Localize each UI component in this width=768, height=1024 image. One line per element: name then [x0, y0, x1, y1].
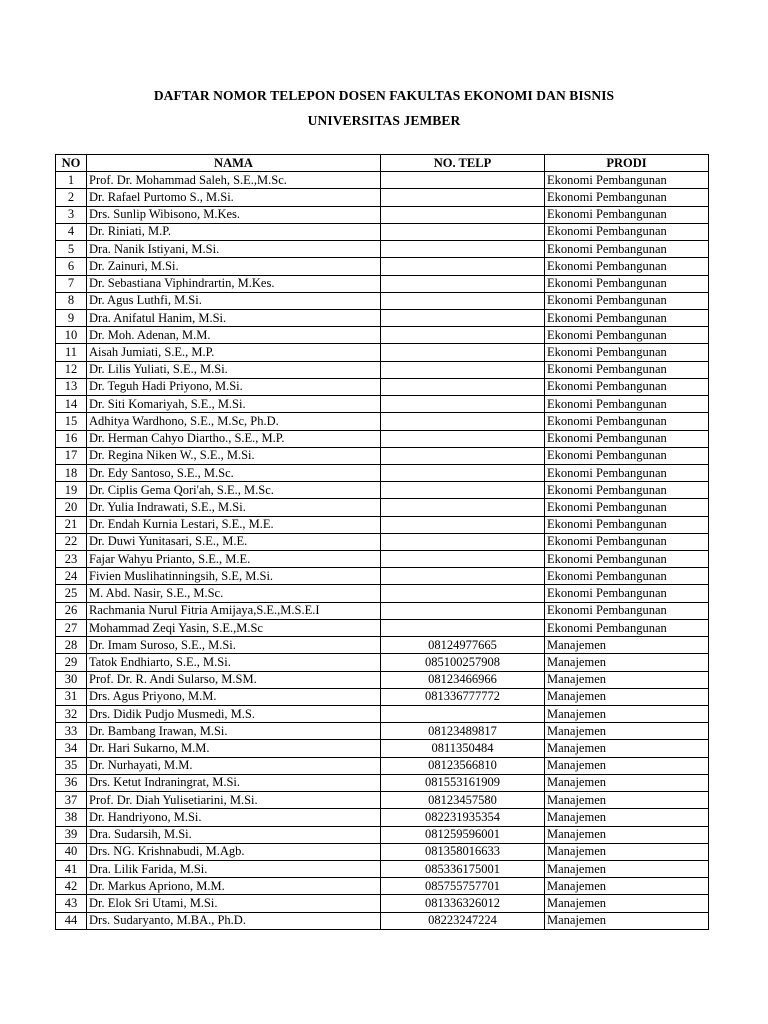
table-row [56, 447, 709, 464]
phone-number [381, 464, 545, 481]
document-subtitle: UNIVERSITAS JEMBER [307, 113, 461, 128]
study-program: Ekonomi Pembangunan [545, 619, 709, 636]
row-number: 6 [56, 258, 87, 275]
phone-number [381, 516, 545, 533]
study-program: Ekonomi Pembangunan [545, 241, 709, 258]
study-program: Manajemen [545, 740, 709, 757]
table-row [56, 792, 709, 809]
lecturer-name: Dr. Teguh Hadi Priyono, M.Si. [87, 378, 381, 395]
study-program: Ekonomi Pembangunan [545, 464, 709, 481]
phone-number [381, 327, 545, 344]
lecturer-name: Dr. Herman Cahyo Diartho., S.E., M.P. [87, 430, 381, 447]
header-nama: NAMA [87, 155, 381, 172]
row-number: 1 [56, 172, 87, 189]
study-program: Ekonomi Pembangunan [545, 413, 709, 430]
row-number: 5 [56, 241, 87, 258]
table-row [56, 533, 709, 550]
lecturer-name: Dr. Ciplis Gema Qori'ah, S.E., M.Sc. [87, 482, 381, 499]
table-row [56, 516, 709, 533]
study-program: Ekonomi Pembangunan [545, 344, 709, 361]
lecturer-name: Drs. Agus Priyono, M.M. [87, 688, 381, 705]
row-number: 10 [56, 327, 87, 344]
study-program: Manajemen [545, 878, 709, 895]
row-number: 37 [56, 792, 87, 809]
table-body [56, 172, 709, 930]
table-row [56, 723, 709, 740]
study-program: Ekonomi Pembangunan [545, 189, 709, 206]
lecturer-name: Drs. Didik Pudjo Musmedi, M.S. [87, 706, 381, 723]
lecturer-name: Prof. Dr. Mohammad Saleh, S.E.,M.Sc. [87, 172, 381, 189]
table-row [56, 740, 709, 757]
phone-number [381, 482, 545, 499]
row-number: 25 [56, 585, 87, 602]
study-program: Ekonomi Pembangunan [545, 327, 709, 344]
study-program: Ekonomi Pembangunan [545, 396, 709, 413]
table-row [56, 688, 709, 705]
lecturer-name: Drs. Sudaryanto, M.BA., Ph.D. [87, 912, 381, 929]
row-number: 29 [56, 654, 87, 671]
row-number: 35 [56, 757, 87, 774]
phone-number [381, 619, 545, 636]
study-program: Ekonomi Pembangunan [545, 533, 709, 550]
header-telp: NO. TELP [381, 155, 545, 172]
lecturer-name: Dr. Yulia Indrawati, S.E., M.Si. [87, 499, 381, 516]
row-number: 39 [56, 826, 87, 843]
table-row [56, 413, 709, 430]
phone-number [381, 292, 545, 309]
table-row [56, 327, 709, 344]
phone-number [381, 361, 545, 378]
phone-number [381, 585, 545, 602]
study-program: Ekonomi Pembangunan [545, 602, 709, 619]
lecturer-name: Dr. Markus Apriono, M.M. [87, 878, 381, 895]
table-row [56, 878, 709, 895]
table-row [56, 378, 709, 395]
row-number: 23 [56, 551, 87, 568]
phone-number [381, 275, 545, 292]
study-program: Manajemen [545, 671, 709, 688]
phone-number: 081259596001 [381, 826, 545, 843]
study-program: Manajemen [545, 792, 709, 809]
study-program: Manajemen [545, 774, 709, 791]
study-program: Ekonomi Pembangunan [545, 275, 709, 292]
study-program: Manajemen [545, 654, 709, 671]
table-row [56, 671, 709, 688]
lecturer-name: M. Abd. Nasir, S.E., M.Sc. [87, 585, 381, 602]
study-program: Ekonomi Pembangunan [545, 361, 709, 378]
phone-number: 08123489817 [381, 723, 545, 740]
study-program: Manajemen [545, 895, 709, 912]
table-row [56, 637, 709, 654]
document-title: DAFTAR NOMOR TELEPON DOSEN FAKULTAS EKONOMI DAN BISNIS [153, 88, 615, 103]
phone-number [381, 172, 545, 189]
phone-number: 081358016633 [381, 843, 545, 860]
phone-number [381, 706, 545, 723]
row-number: 9 [56, 309, 87, 326]
study-program: Ekonomi Pembangunan [545, 447, 709, 464]
table-row [56, 568, 709, 585]
row-number: 2 [56, 189, 87, 206]
phone-number [381, 378, 545, 395]
study-program: Ekonomi Pembangunan [545, 258, 709, 275]
lecturer-name: Dra. Anifatul Hanim, M.Si. [87, 309, 381, 326]
row-number: 7 [56, 275, 87, 292]
table-row [56, 258, 709, 275]
lecturer-name: Dr. Elok Sri Utami, M.Si. [87, 895, 381, 912]
lecturer-name: Aisah Jumiati, S.E., M.P. [87, 344, 381, 361]
phone-number [381, 206, 545, 223]
lecturer-name: Adhitya Wardhono, S.E., M.Sc, Ph.D. [87, 413, 381, 430]
lecturer-name: Mohammad Zeqi Yasin, S.E.,M.Sc [87, 619, 381, 636]
phone-number [381, 447, 545, 464]
table-row [56, 223, 709, 240]
lecturer-name: Dr. Bambang Irawan, M.Si. [87, 723, 381, 740]
lecturer-name: Drs. NG. Krishnabudi, M.Agb. [87, 843, 381, 860]
row-number: 18 [56, 464, 87, 481]
phone-number [381, 551, 545, 568]
table-row [56, 809, 709, 826]
row-number: 27 [56, 619, 87, 636]
phone-number: 0811350484 [381, 740, 545, 757]
lecturer-name: Dr. Handriyono, M.Si. [87, 809, 381, 826]
study-program: Manajemen [545, 706, 709, 723]
row-number: 34 [56, 740, 87, 757]
study-program: Manajemen [545, 843, 709, 860]
row-number: 20 [56, 499, 87, 516]
table-row [56, 602, 709, 619]
table-row [56, 860, 709, 877]
table-row [56, 499, 709, 516]
phone-number [381, 396, 545, 413]
phone-number: 08123457580 [381, 792, 545, 809]
phone-number: 085100257908 [381, 654, 545, 671]
table-row [56, 361, 709, 378]
study-program: Manajemen [545, 688, 709, 705]
phone-number [381, 430, 545, 447]
lecturer-name: Dr. Hari Sukarno, M.M. [87, 740, 381, 757]
table-row [56, 464, 709, 481]
row-number: 38 [56, 809, 87, 826]
table-row [56, 275, 709, 292]
lecturer-name: Dr. Rafael Purtomo S., M.Si. [87, 189, 381, 206]
phone-number: 081553161909 [381, 774, 545, 791]
study-program: Ekonomi Pembangunan [545, 309, 709, 326]
row-number: 15 [56, 413, 87, 430]
table-row [56, 430, 709, 447]
row-number: 24 [56, 568, 87, 585]
row-number: 16 [56, 430, 87, 447]
phone-number: 082231935354 [381, 809, 545, 826]
table-row [56, 912, 709, 929]
study-program: Ekonomi Pembangunan [545, 206, 709, 223]
header-prodi: PRODI [545, 155, 709, 172]
lecturer-name: Rachmania Nurul Fitria Amijaya,S.E.,M.S.E.I [87, 602, 381, 619]
row-number: 40 [56, 843, 87, 860]
lecturer-name: Dr. Imam Suroso, S.E., M.Si. [87, 637, 381, 654]
row-number: 19 [56, 482, 87, 499]
table-row [56, 585, 709, 602]
lecturer-name: Dr. Riniati, M.P. [87, 223, 381, 240]
study-program: Manajemen [545, 809, 709, 826]
table-row [56, 895, 709, 912]
study-program: Manajemen [545, 637, 709, 654]
lecturer-name: Dr. Sebastiana Viphindrartin, M.Kes. [87, 275, 381, 292]
row-number: 31 [56, 688, 87, 705]
table-row [56, 706, 709, 723]
phone-number [381, 533, 545, 550]
phone-number: 08124977665 [381, 637, 545, 654]
study-program: Ekonomi Pembangunan [545, 585, 709, 602]
table-row [56, 189, 709, 206]
phone-number: 081336777772 [381, 688, 545, 705]
row-number: 13 [56, 378, 87, 395]
phone-number [381, 602, 545, 619]
row-number: 36 [56, 774, 87, 791]
study-program: Ekonomi Pembangunan [545, 292, 709, 309]
row-number: 22 [56, 533, 87, 550]
table-row [56, 292, 709, 309]
row-number: 44 [56, 912, 87, 929]
study-program: Manajemen [545, 757, 709, 774]
lecturer-name: Drs. Ketut Indraningrat, M.Si. [87, 774, 381, 791]
table-row [56, 826, 709, 843]
table-header-row [56, 155, 709, 172]
table-row [56, 551, 709, 568]
row-number: 32 [56, 706, 87, 723]
lecturer-name: Fajar Wahyu Prianto, S.E., M.E. [87, 551, 381, 568]
study-program: Manajemen [545, 826, 709, 843]
table-row [56, 843, 709, 860]
phone-number [381, 309, 545, 326]
table-row [56, 654, 709, 671]
row-number: 21 [56, 516, 87, 533]
lecturer-name: Dr. Zainuri, M.Si. [87, 258, 381, 275]
phone-number [381, 223, 545, 240]
header-no: NO [56, 155, 87, 172]
study-program: Manajemen [545, 723, 709, 740]
lecturer-name: Dr. Duwi Yunitasari, S.E., M.E. [87, 533, 381, 550]
lecturer-name: Dr. Moh. Adenan, M.M. [87, 327, 381, 344]
table-row [56, 396, 709, 413]
lecturer-name: Tatok Endhiarto, S.E., M.Si. [87, 654, 381, 671]
study-program: Ekonomi Pembangunan [545, 499, 709, 516]
study-program: Ekonomi Pembangunan [545, 430, 709, 447]
study-program: Ekonomi Pembangunan [545, 551, 709, 568]
table-row [56, 206, 709, 223]
study-program: Ekonomi Pembangunan [545, 223, 709, 240]
row-number: 8 [56, 292, 87, 309]
phone-number [381, 344, 545, 361]
study-program: Ekonomi Pembangunan [545, 568, 709, 585]
row-number: 42 [56, 878, 87, 895]
table-row [56, 757, 709, 774]
lecturer-name: Dr. Lilis Yuliati, S.E., M.Si. [87, 361, 381, 378]
lecturer-name: Prof. Dr. Diah Yulisetiarini, M.Si. [87, 792, 381, 809]
study-program: Manajemen [545, 912, 709, 929]
table-row [56, 774, 709, 791]
row-number: 30 [56, 671, 87, 688]
lecturer-name: Dra. Nanik Istiyani, M.Si. [87, 241, 381, 258]
row-number: 12 [56, 361, 87, 378]
lecturer-phone-table [55, 154, 709, 930]
phone-number: 08123466966 [381, 671, 545, 688]
phone-number: 085755757701 [381, 878, 545, 895]
phone-number [381, 258, 545, 275]
row-number: 33 [56, 723, 87, 740]
table-row [56, 172, 709, 189]
phone-number [381, 241, 545, 258]
row-number: 14 [56, 396, 87, 413]
phone-number: 085336175001 [381, 860, 545, 877]
phone-number [381, 189, 545, 206]
lecturer-name: Drs. Sunlip Wibisono, M.Kes. [87, 206, 381, 223]
lecturer-name: Fivien Muslihatinningsih, S.E, M.Si. [87, 568, 381, 585]
lecturer-name: Dr. Edy Santoso, S.E., M.Sc. [87, 464, 381, 481]
lecturer-name: Dr. Siti Komariyah, S.E., M.Si. [87, 396, 381, 413]
phone-number: 081336326012 [381, 895, 545, 912]
row-number: 43 [56, 895, 87, 912]
row-number: 17 [56, 447, 87, 464]
row-number: 3 [56, 206, 87, 223]
study-program: Ekonomi Pembangunan [545, 172, 709, 189]
table-row [56, 619, 709, 636]
lecturer-name: Dr. Nurhayati, M.M. [87, 757, 381, 774]
row-number: 41 [56, 860, 87, 877]
study-program: Ekonomi Pembangunan [545, 516, 709, 533]
phone-number [381, 413, 545, 430]
lecturer-name: Dra. Lilik Farida, M.Si. [87, 860, 381, 877]
lecturer-name: Prof. Dr. R. Andi Sularso, M.SM. [87, 671, 381, 688]
table-row [56, 482, 709, 499]
table-row [56, 309, 709, 326]
study-program: Ekonomi Pembangunan [545, 378, 709, 395]
row-number: 4 [56, 223, 87, 240]
phone-number: 08123566810 [381, 757, 545, 774]
lecturer-name: Dra. Sudarsih, M.Si. [87, 826, 381, 843]
study-program: Manajemen [545, 860, 709, 877]
study-program: Ekonomi Pembangunan [545, 482, 709, 499]
row-number: 11 [56, 344, 87, 361]
lecturer-name: Dr. Regina Niken W., S.E., M.Si. [87, 447, 381, 464]
phone-number [381, 499, 545, 516]
table-row [56, 241, 709, 258]
lecturer-name: Dr. Agus Luthfi, M.Si. [87, 292, 381, 309]
row-number: 28 [56, 637, 87, 654]
phone-number [381, 568, 545, 585]
phone-number: 08223247224 [381, 912, 545, 929]
lecturer-name: Dr. Endah Kurnia Lestari, S.E., M.E. [87, 516, 381, 533]
table-row [56, 344, 709, 361]
row-number: 26 [56, 602, 87, 619]
